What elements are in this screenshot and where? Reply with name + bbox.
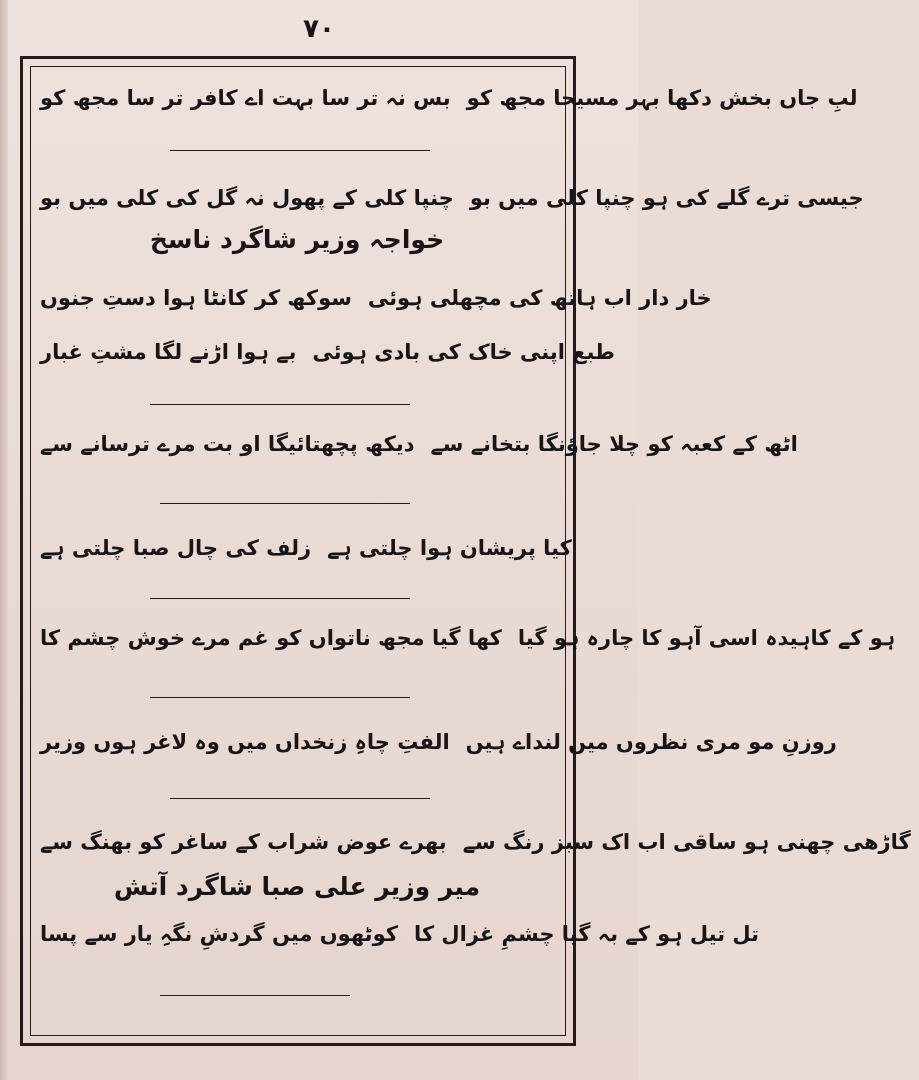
misra-left: خار دار اب ہاتھ کی مچھلی ہوئی: [367, 286, 712, 310]
couplet-line: [32, 922, 760, 946]
misra-right: کھا گیا مجھ ناتواں کو غم مرے خوش چشم کا: [40, 626, 502, 650]
misra-left: اٹھ کے کعبہ کو چلا جاؤنگا بتخانے سے: [430, 432, 798, 456]
poet-heading: میر وزیر علی صبا شاگرد آتش: [113, 872, 481, 901]
couplet-line: [32, 830, 911, 854]
misra-left: گاڑھی چھنی ہو ساقی اب اک سبز رنگ سے: [462, 830, 911, 854]
separator-rule: [170, 150, 430, 151]
couplet-line: [32, 432, 798, 456]
misra-right: الفتِ چاہِ زنخداں میں وہ لاغر ہوں وزیر: [40, 730, 450, 754]
couplet-line: [32, 536, 572, 560]
misra-left: لبِ جاں بخش دکھا بہر مسیحا مجھ کو: [466, 86, 858, 110]
misra-left: کیا پریشان ہوا چلتی ہے: [327, 536, 572, 560]
couplet-line: [32, 626, 896, 650]
couplet-line: [32, 86, 858, 110]
misra-right: چنپا کلی کے پھول نہ گل کی کلی میں بو: [40, 186, 454, 210]
separator-rule: [150, 598, 410, 599]
poet-heading: خواجہ وزیر شاگرد ناسخ: [149, 225, 445, 254]
couplet-line: [32, 286, 712, 310]
couplet-line: [32, 730, 837, 754]
misra-left: روزنِ مو مری نظروں میں لنداے ہیں: [465, 730, 837, 754]
misra-left: طبع اپنی خاک کی بادی ہوئی: [312, 340, 615, 364]
separator-rule: [160, 995, 350, 996]
separator-rule: [170, 798, 430, 799]
couplet-line: [32, 186, 864, 210]
misra-right: زلف کی چال صبا چلتی ہے: [40, 536, 312, 560]
misra-right: کوٹھوں میں گردشِ نگہِ یار سے پسا: [40, 922, 398, 946]
misra-left: تل تیل ہو کے بہ گیا چشمِ غزال کا: [413, 922, 760, 946]
separator-rule: [150, 404, 410, 405]
misra-right: بے ہوا اڑنے لگا مشتِ غبار: [40, 340, 297, 364]
misra-right: دیکھ پچھتائیگا او بت مرے ترسانے سے: [40, 432, 415, 456]
separator-rule: [150, 697, 410, 698]
misra-left: ہو کے کاہیدہ اسی آہو کا چارہ ہو گیا: [517, 626, 896, 650]
separator-rule: [160, 503, 410, 504]
misra-right: سوکھ کر کانٹا ہوا دستِ جنوں: [40, 286, 352, 310]
couplet-line: [32, 340, 615, 364]
misra-right: بس نہ تر سا بہت اے کافر تر سا مجھ کو: [40, 86, 451, 110]
misra-right: بھرے عوض شراب کے ساغر کو بھنگ سے: [40, 830, 447, 854]
page-spine-shadow: [0, 0, 8, 1080]
misra-left: جیسی ترے گلے کی ہو چنپا کلی میں بو: [469, 186, 864, 210]
page-number: ۷۰: [303, 14, 335, 44]
